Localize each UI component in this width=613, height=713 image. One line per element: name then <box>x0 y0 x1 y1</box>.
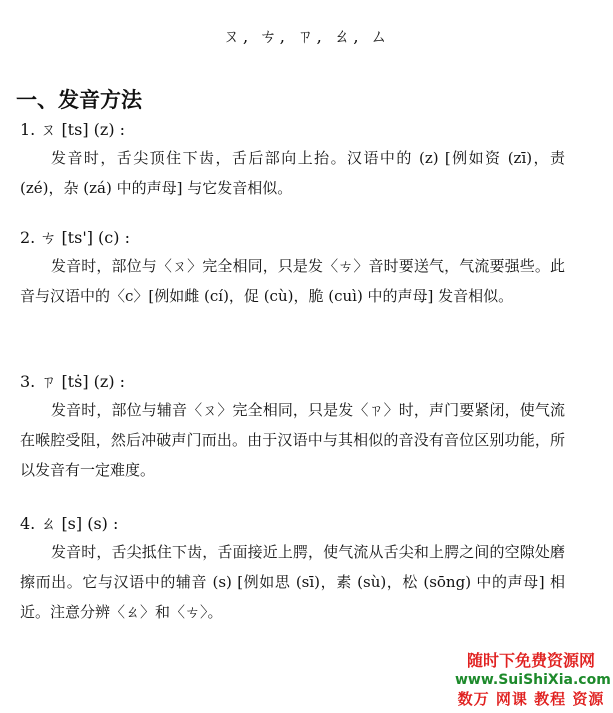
watermark-line: 数万 网课 教程 资源 <box>457 690 605 708</box>
item-heading: 3. ㄗ [tṡ] (z) : <box>20 372 126 391</box>
section-heading: 一、发音方法 <box>16 88 142 112</box>
item-2 <box>0 225 613 311</box>
watermark-line: 随时下免费资源网 <box>466 651 595 670</box>
item-heading: 4. ㄠ [s] (s) : <box>20 514 119 533</box>
item-heading: 1. ㄡ [ts] (z) : <box>20 120 126 139</box>
item-body: 发音时，舌尖顶住下齿，舌后部向上抬。汉语中的 (z) [例如资 (zī)，责 (zé)，杂 (zá) 中的声母] 与它发音相似。 <box>20 149 565 197</box>
item-1 <box>0 117 613 203</box>
item-body: 发音时，部位与辅音〈ㄡ〉完全相同，只是发〈ㄗ〉时，声门要紧闭，使气流在喉腔受阻，然后冲破声门而出。由于汉语中与其相似的音没有音位区别功能，所以发音有一定难度。 <box>20 401 565 479</box>
watermark-url: www.SuiShiXia.com <box>455 672 611 688</box>
item-body: 发音时，部位与〈ㄡ〉完全相同，只是发〈ㄘ〉音时要送气，气流要强些。此音与汉语中的〈c〉[例如雌 (cí)，促 (cù)，脆 (cuì) 中的声母] 发音相似。 <box>20 257 565 305</box>
item-body: 发音时，舌尖抵住下齿，舌面接近上腭，使气流从舌尖和上腭之间的空隙处磨擦而出。它与汉语中的辅音 (s) [例如思 (sī)，素 (sù)，松 (sōng) 中的声母] 相近。注意分辨〈ㄠ〉和〈ㄘ〉。 <box>20 543 565 621</box>
watermark <box>455 651 611 709</box>
page-title: ㄡ, ㄘ, ㄗ, ㄠ, ㄙ <box>222 27 391 47</box>
item-3 <box>0 369 613 485</box>
item-4 <box>0 511 613 627</box>
item-heading: 2. ㄘ [ts'] (c) : <box>20 228 130 247</box>
